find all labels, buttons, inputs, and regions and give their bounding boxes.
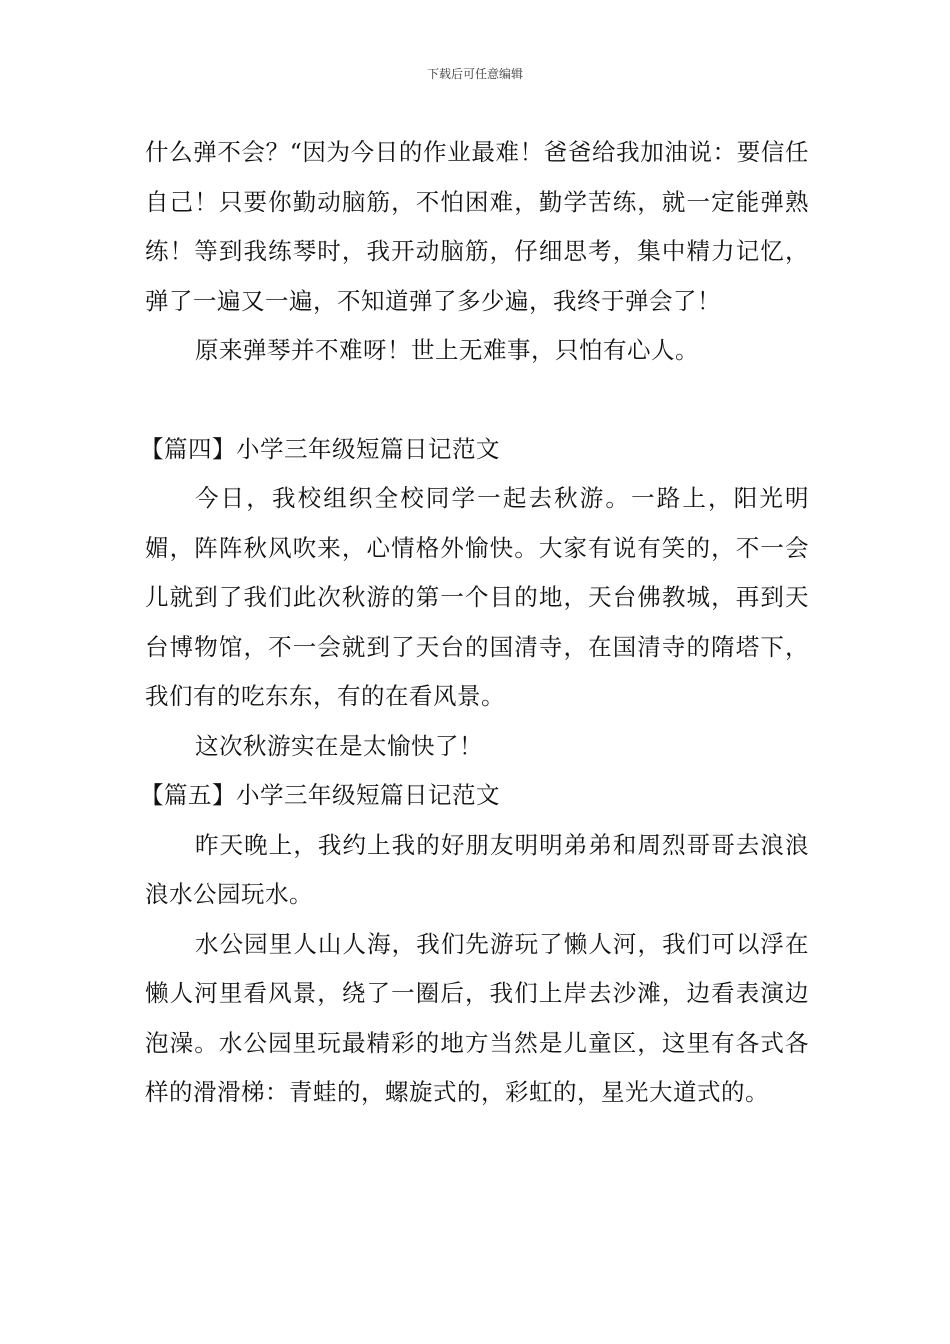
paragraph-5: 昨天晚上，我约上我的好朋友明明弟弟和周烈哥哥去浪浪浪水公园玩水。 [145, 830, 809, 908]
paragraph-6: 水公园里人山人海，我们先游玩了懒人河，我们可以浮在懒人河里看风景，绕了一圈后，我们上岸去沙滩，边看表演边泡澡。水公园里玩最精彩的地方当然是儿童区，这里有各式各样的滑滑梯：青蛙的，螺旋式的，彩虹的，星光大道式的。 [145, 929, 809, 1106]
paragraph-1: 什么弹不会？“因为今日的作业最难！爸爸给我加油说：要信任自己！只要你勤动脑筋，不怕困难，勤学苦练，就一定能弹熟练！等到我练琴时，我开动脑筋，仔细思考，集中精力记忆，弹了一遍又一遍，不知道弹了多少遍，我终于弹会了！ [145, 138, 809, 315]
section-5-heading: 【篇五】小学三年级短篇日记范文 [140, 781, 500, 809]
paragraph-4: 这次秋游实在是太愉快了！ [195, 731, 483, 760]
document-body [140, 128, 809, 1118]
section-4-heading: 【篇四】小学三年级短篇日记范文 [140, 434, 500, 463]
section-gap [145, 376, 809, 425]
paragraph-2: 原来弹琴并不难呀！世上无难事，只怕有心人。 [195, 336, 699, 364]
paragraph-3: 今日，我校组织全校同学一起去秋游。一路上，阳光明媚，阵阵秋风吹来，心情格外愉快。大家有说有笑的，不一会儿就到了我们此次秋游的第一个目的地，天台佛教城，再到天台博物馆，不一会就到了天台的国清寺，在国清寺的隋塔下，我们有的吃东东，有的在看风景。 [145, 484, 809, 710]
page-header: 下载后可任意编辑 [426, 67, 523, 81]
